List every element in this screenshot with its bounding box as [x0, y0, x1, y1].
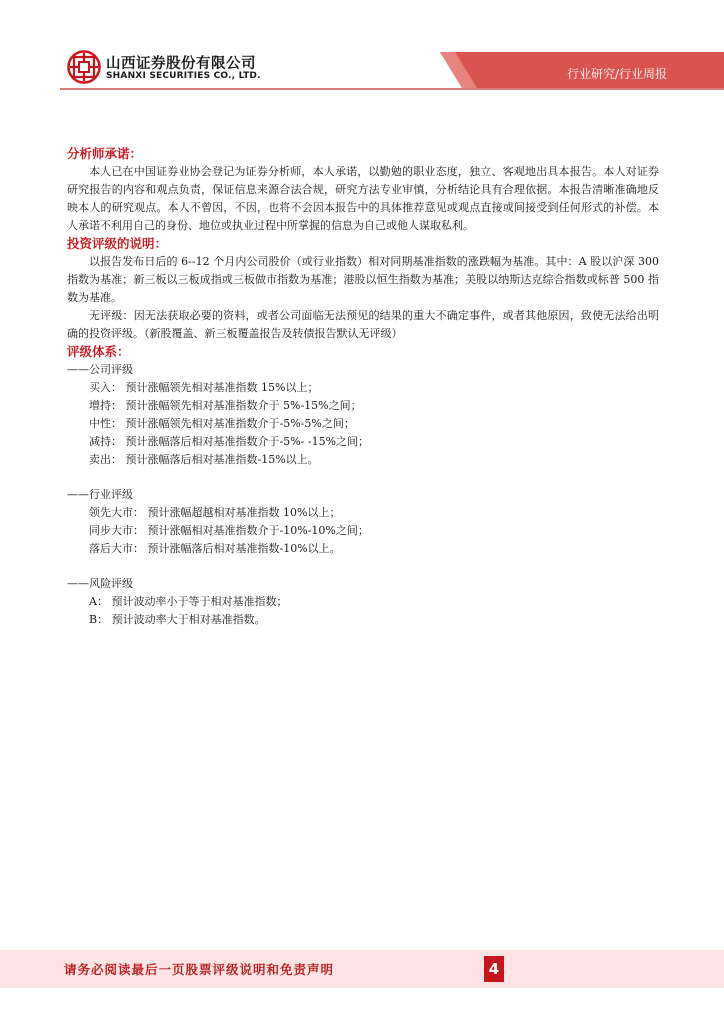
industry-rating-item: 同步大市： 预计涨幅相对基准指数介于-10%-10%之间；: [89, 524, 369, 537]
rating-system-heading: 评级体系：: [67, 344, 130, 359]
industry-rating-item: 落后大市： 预计涨幅落后相对基准指数-10%以上。: [89, 542, 341, 555]
page-header: [0, 0, 724, 100]
company-rating-item: 中性： 预计涨幅领先相对基准指数介于-5%-5%之间；: [89, 417, 355, 430]
analyst-commitment-text: 本人已在中国证券业协会登记为证券分析师，本人承诺，以勤勉的职业态度，独立、客观地出具本报告。本人对证券研究报告的内容和观点负责，保证信息来源合法合规，研究方法专业审慎，分析结论具有合理依据。本报告清晰准确地反映本人的研究观点。本人不曾因，不因，也将不会因本报告中的具体推荐意见或观点直接或间接受到任何形式的补偿。本人承诺不利用自己的身份、地位或执业过程中所掌握的信息为自己或他人谋取私利。: [67, 165, 659, 232]
risk-rating-heading: ——风险评级: [67, 577, 133, 590]
risk-rating-item: B： 预计波动率大于相对基准指数。: [89, 613, 266, 626]
company-rating-item: 卖出： 预计涨幅落后相对基准指数-15%以上。: [89, 453, 319, 466]
industry-rating-item: 领先大市： 预计涨幅超越相对基准指数 10%以上；: [89, 506, 341, 519]
rating-explanation-heading: 投资评级的说明：: [67, 236, 168, 251]
company-rating-item: 增持： 预计涨幅领先相对基准指数介于 5%-15%之间；: [89, 399, 362, 412]
company-rating-heading: ——公司评级: [67, 363, 133, 376]
header-banner: [0, 0, 724, 100]
risk-rating-item: A： 预计波动率小于等于相对基准指数；: [89, 595, 288, 608]
industry-rating-heading: ——行业评级: [67, 488, 133, 501]
company-logo-icon: [67, 50, 101, 84]
page-number: 4: [484, 956, 504, 982]
company-rating-item: 减持： 预计涨幅落后相对基准指数介于-5%- -15%之间；: [89, 435, 370, 448]
no-rating-paragraph: 无评级：因无法获取必要的资料，或者公司面临无法预见的结果的重大不确定事件，或者其他原因，致使无法给出明确的投资评级。（新股覆盖、新三板覆盖报告及转债报告默认无评级）: [67, 309, 659, 340]
page-footer: [0, 950, 724, 988]
company-name-en: SHANXI SECURITIES CO., LTD.: [106, 71, 261, 81]
company-name-cn: 山西证券股份有限公司: [106, 56, 256, 72]
disclaimer-notice: 请务必阅读最后一页股票评级说明和免责声明: [64, 962, 335, 977]
report-type-label: 行业研究/行业周报: [566, 67, 667, 81]
analyst-commitment-heading: 分析师承诺：: [67, 146, 143, 161]
company-rating-item: 买入： 预计涨幅领先相对基准指数 15%以上；: [89, 381, 319, 394]
main-content: [67, 145, 659, 629]
rating-explanation-paragraph: 以报告发布日后的 6--12 个月内公司股价（或行业指数）相对同期基准指数的涨跌幅为基准。其中：A 股以沪深 300 指数为基准；新三板以三板成指或三板做市指数为基准；港股以恒生指数为基准；美股以纳斯达克综合指数或标普 500 指数为基准。: [67, 255, 659, 304]
